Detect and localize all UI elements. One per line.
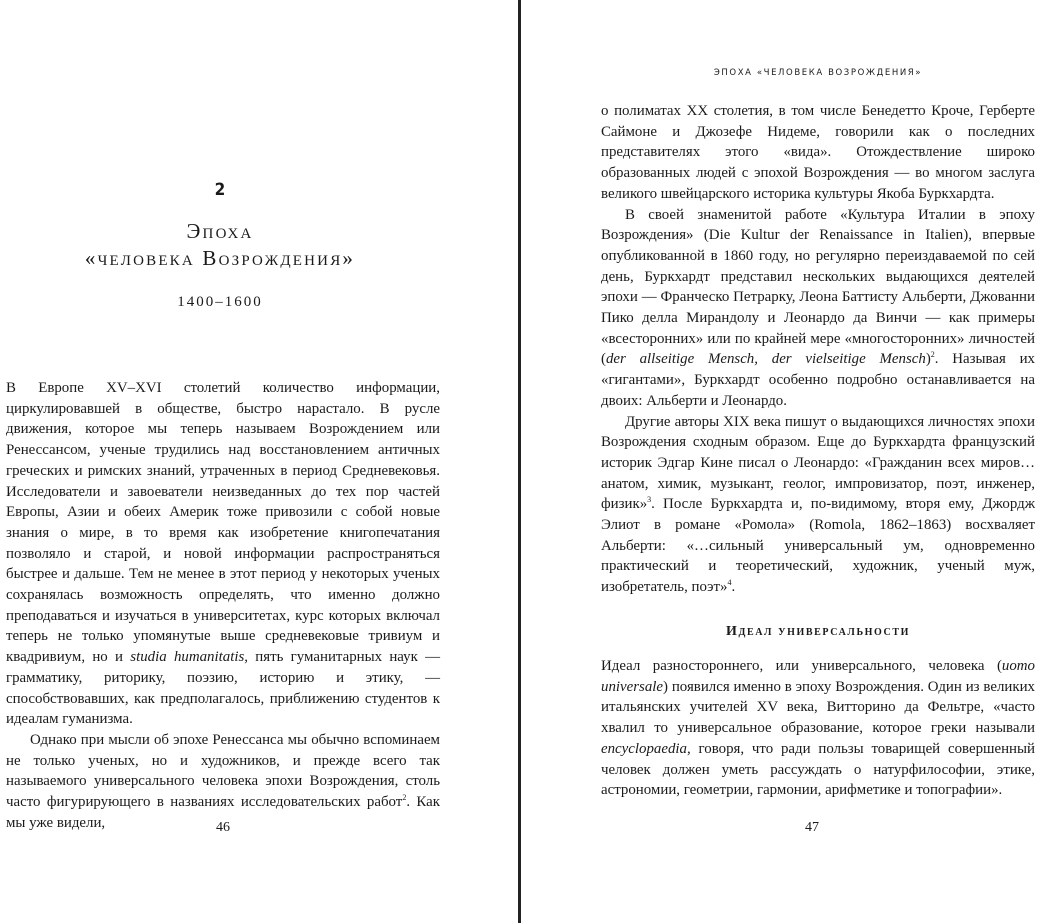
italic-term: studia humanitatis [130, 649, 245, 666]
footnote-marker[interactable]: 3 [647, 495, 652, 505]
text-run: о полиматах XX столетия, в том числе Бенедетто Кроче, Герберте Саймоне и Джозефе Нидеме, говорили как о последних представителях этого «вида». Отождествление широко образованных людей с эпохой Возрождения — во многом заслуга великого швейцарского историка культуры Якоба Буркхардта. [601, 103, 1035, 202]
text-run: , пять гуманитарных наук — грамматику, риторику, поэзию, историю и этику, — способствовавших, как предполагалось, приближению студентов к идеалам гуманизма. [6, 649, 441, 728]
italic-term: uomo universale [601, 658, 1035, 695]
chapter-dates: 1400–1600 [177, 294, 263, 310]
chapter-title-line-2: «человека Возрождения» [84, 246, 356, 270]
footnote-marker[interactable]: 4 [727, 578, 732, 588]
paragraph [601, 205, 1035, 412]
text-run: . Называя их «гигантами», Буркхардт особенно подробно останавливается на двоих: Альберти и Леонардо. [601, 351, 1035, 409]
text-run: В своей знаменитой работе «Культура Италии в эпоху Возрождения» (Die Kultur der Renaissance in Italien), впервые опубликованной в 1860 году, но регулярно переиздаваемой по сей день, Буркхардт представил нескольких выдающихся деятелей эпохи — Франческо Петрарку, Леона Баттисту Альберти, Джованни Пико делла Мирандолу и Леонардо да Винчи — как примеры «всесторонних» или по крайней мере «многосторонних» личностей ( [601, 206, 1035, 368]
footnote-marker[interactable]: 2 [930, 350, 935, 360]
paragraph [601, 412, 1035, 598]
text-run: ) появился именно в эпоху Возрождения. Один из великих итальянских учителей XV века, Витторино да Фельтре, «часто хвалил то универсальное образование, которое греки называли [601, 678, 1035, 737]
text-run: . После Буркхардта и, по-видимому, вторя ему, Джордж Элиот в романе «Ромола» (Romola, 1862–1863) восхваляет Альберти: «…сильный универсальный ум, одновременно практический и теоретический, художник, ученый муж, изобретатель, поэт» [601, 496, 1035, 596]
page-number-left: 46 [216, 820, 230, 835]
text-run: Идеал разностороннего, или универсального, человека ( [601, 658, 1002, 674]
text-run: Однако при мысли об эпохе Ренессанса мы обычно вспоминаем не только ученых, но и художников, и прежде всего так называемого универсального человека эпохи Возрождения, столь часто фигурирующего в названиях исследовательских работ [6, 731, 440, 811]
page-number-right: 47 [805, 820, 819, 835]
italic-term: encyclopaedia [601, 740, 687, 757]
text-run: ) [925, 351, 931, 368]
italic-term: der allseitige Mensch, der vielseitige Mensch [605, 351, 926, 368]
text-run: . Как мы уже видели, [6, 794, 440, 831]
paragraph [601, 101, 1035, 205]
chapter-title-line-1: Эпоха [186, 219, 254, 243]
running-head: ЭПОХА «ЧЕЛОВЕКА ВОЗРОЖДЕНИЯ» [713, 68, 923, 78]
chapter-number: 2 [214, 180, 226, 200]
section-heading: Идеал универсальности [725, 624, 911, 639]
right-body-text [601, 101, 1035, 598]
text-run: Другие авторы XIX века пишут о выдающихся личностях эпохи Возрождения сходным образом. Еще до Буркхардта французский историк Эдгар Кине писал о Леонардо: «Гражданин всех миров… анатом, химик, музыкант, геолог, импровизатор, поэт, инженер, физик» [601, 413, 1035, 513]
text-run: В Европе XV–XVI столетий количество информации, циркулировавшей в обществе, быстро нарастало. В русле движения, которое мы теперь называем Возрождением или Ренессансом, ученые трудились над восстановлением античных греческих и римских знаний, утраченных в период Средневековья. Исследователи и завоеватели неизведанных до тех пор частей Европы, Азии и обеих Америк тоже привозили с собой новые знания о мире, в то время как изобретение книгопечатания позволяло и старой, и новой информации распространяться быстрее и дальше. Тем не менее в этот период у некоторых ученых сохранялась возможность определять, что именно должно преподаваться и изучаться в университетах, курс которых включал теперь не только упомянутые выше средневековые тривиум и квадривиум, но и [6, 380, 440, 666]
footnote-marker[interactable]: 2 [402, 793, 407, 803]
paragraph [601, 656, 1035, 801]
text-run: , говоря, что ради пользы товарищей совершенный человек должен уметь рассуждать о натурфилософии, этике, астрономии, геометрии, гармонии, арифметике и топографии». [601, 740, 1035, 799]
text-run: . [731, 579, 736, 596]
right-body-text-section [601, 656, 1035, 801]
